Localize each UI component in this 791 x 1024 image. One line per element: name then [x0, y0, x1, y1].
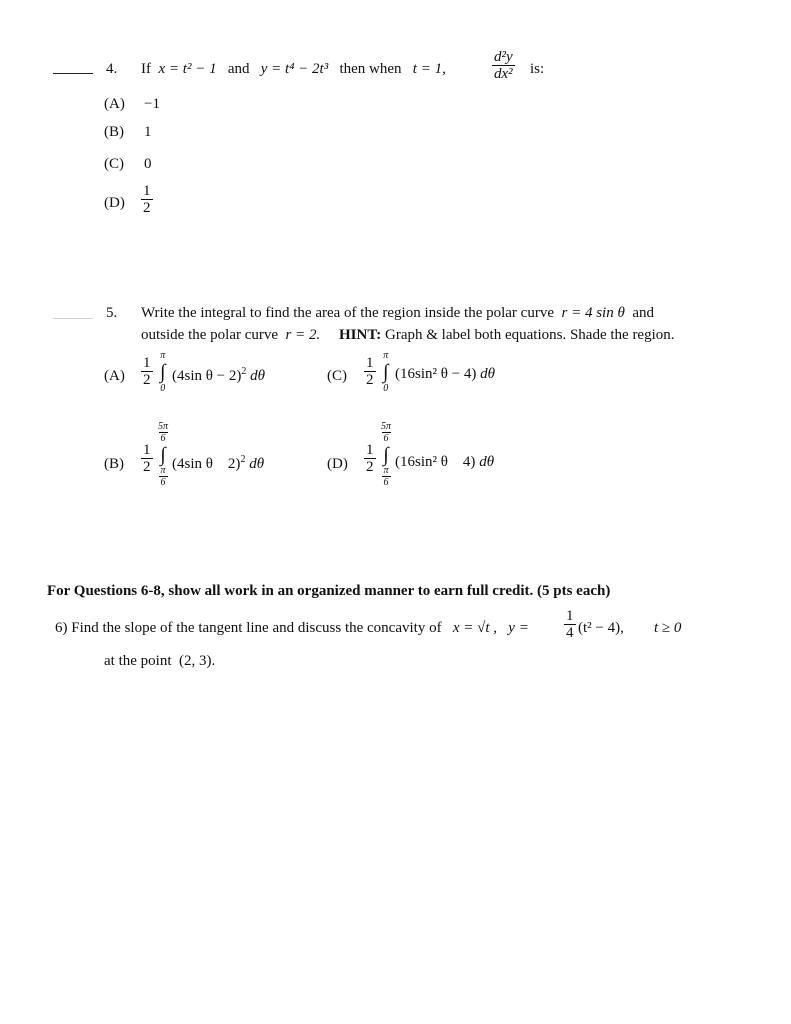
q5-choice-d-integral — [379, 422, 393, 488]
q5-b-power: 2 — [240, 454, 246, 465]
q5-number: 5. — [106, 305, 118, 321]
integral-sign-icon: ∫ — [383, 361, 389, 383]
q5-c-dtheta: dθ — [480, 366, 496, 382]
q5-d-lower-den: 6 — [383, 477, 389, 488]
q5-choice-b-coef — [141, 443, 153, 475]
q5-b-upper-num: 5π — [158, 421, 169, 432]
q4-stem — [141, 61, 446, 78]
q6-point: (2, 3). — [179, 653, 216, 669]
q5-d-integrand: (16sin² θ 4) — [395, 454, 476, 470]
q5-choice-d-label[interactable]: (D) — [327, 456, 348, 472]
q5-line1 — [141, 305, 654, 322]
q5-choice-a-coef — [141, 356, 153, 388]
q5-choice-c-integrand — [395, 366, 495, 383]
q5-d-lower-num: π — [383, 465, 389, 476]
q4-choice-a-value: −1 — [144, 96, 160, 112]
q5-c-upper-limit: π — [383, 350, 389, 361]
q6-coef — [564, 609, 576, 641]
q5-choice-b-integrand — [172, 454, 264, 473]
q4-deriv-denominator: dx² — [494, 66, 513, 82]
answer-blank-q4[interactable] — [53, 73, 93, 74]
q4-if: If — [141, 61, 151, 77]
q4-is: is: — [530, 61, 545, 77]
q5-b-dtheta: dθ — [249, 456, 265, 472]
q4-choice-d-value — [141, 184, 153, 216]
q5-b-lower-den: 6 — [160, 477, 166, 488]
q5-a-dtheta: dθ — [250, 368, 266, 384]
q5-hint-text: Graph & label both equations. Shade the region. — [385, 327, 675, 343]
q4-choice-d-numerator: 1 — [143, 183, 151, 199]
q5-b-lower-num: π — [160, 465, 166, 476]
q5-a-upper-limit: π — [160, 350, 166, 361]
q5-a-lower-limit: 0 — [160, 383, 166, 394]
q5-choice-c-coef — [364, 356, 376, 388]
q5-choice-c-label[interactable]: (C) — [327, 368, 347, 384]
q6-y-prefix: y = — [508, 620, 529, 636]
q4-choice-d-denominator: 2 — [143, 200, 151, 216]
q5-a-coef-num: 1 — [143, 355, 151, 371]
q6-prefix: 6) Find the slope of the tangent line and discuss the concavity of — [55, 620, 442, 636]
q4-choice-c-value: 0 — [144, 156, 152, 172]
q5-choice-d-integrand — [395, 454, 494, 471]
q6-y-post: (t² − 4), — [578, 620, 624, 636]
integral-sign-icon: ∫ — [383, 444, 389, 466]
integral-sign-icon: ∫ — [160, 444, 166, 466]
q5-choice-b-label[interactable]: (B) — [104, 456, 124, 472]
q5-b-coef-num: 1 — [143, 442, 151, 458]
q6-x-equation: x = √t , — [452, 620, 498, 636]
q5-a-integrand: (4sin θ − 2) — [172, 368, 242, 384]
q5-b-integrand: (4sin θ 2) — [172, 456, 241, 472]
q5-c-integrand: (16sin² θ − 4) — [395, 366, 477, 382]
q6-at-point: at the point — [104, 653, 172, 669]
q5-choice-a-label[interactable]: (A) — [104, 368, 125, 384]
q4-y-equation: y = t⁴ − 2t³ — [260, 61, 329, 77]
q4-choice-a-label[interactable]: (A) — [104, 96, 125, 112]
q5-d-dtheta: dθ — [479, 454, 495, 470]
q5-choice-c-integral — [383, 350, 388, 394]
q5-c-lower-limit: 0 — [383, 383, 389, 394]
q5-b-coef-den: 2 — [143, 459, 151, 475]
q4-x-equation: x = t² − 1 — [158, 61, 217, 77]
q4-choice-d-label[interactable]: (D) — [104, 195, 125, 211]
q5-choice-a-integral — [160, 350, 165, 394]
q5-curve1: r = 4 sin θ — [561, 305, 625, 321]
q5-d-coef-num: 1 — [366, 442, 374, 458]
q5-line2 — [141, 327, 675, 344]
q4-deriv-numerator: d²y — [494, 49, 513, 65]
q5-text-2: outside the polar curve — [141, 327, 279, 343]
q4-and: and — [227, 61, 250, 77]
q5-c-coef-den: 2 — [366, 372, 374, 388]
q5-a-coef-den: 2 — [143, 372, 151, 388]
q5-d-coef-den: 2 — [366, 459, 374, 475]
q6-coef-den: 4 — [566, 625, 574, 641]
q4-choice-b-value: 1 — [144, 124, 152, 140]
q4-second-derivative — [492, 50, 515, 82]
q5-text-1: Write the integral to find the area of the region inside the polar curve — [141, 305, 554, 321]
q5-a-power: 2 — [241, 366, 247, 377]
q6-line1 — [55, 620, 529, 637]
section-header: For Questions 6-8, show all work in an organized manner to earn full credit. (5 pts each) — [47, 583, 611, 599]
q6-coef-num: 1 — [566, 608, 574, 624]
q5-choice-d-coef — [364, 443, 376, 475]
q5-d-upper-den: 6 — [383, 433, 389, 444]
q5-choice-a-integrand — [172, 366, 265, 385]
q4-number: 4. — [106, 61, 118, 77]
q5-c-coef-num: 1 — [366, 355, 374, 371]
q4-t-value: t = 1, — [412, 61, 446, 77]
q5-curve2: r = 2. — [285, 327, 321, 343]
q4-choice-c-label[interactable]: (C) — [104, 156, 124, 172]
q5-choice-b-integral — [156, 422, 170, 488]
q5-d-upper-num: 5π — [381, 421, 392, 432]
q4-choice-b-label[interactable]: (B) — [104, 124, 124, 140]
q4-then: then when — [339, 61, 402, 77]
q5-and: and — [632, 305, 654, 321]
q6-condition: t ≥ 0 — [654, 620, 682, 636]
answer-blank-q5[interactable] — [53, 318, 93, 319]
q5-b-upper-den: 6 — [160, 433, 166, 444]
integral-sign-icon: ∫ — [160, 361, 166, 383]
q6-line2 — [104, 653, 215, 670]
q5-hint-label: HINT: — [339, 327, 382, 343]
